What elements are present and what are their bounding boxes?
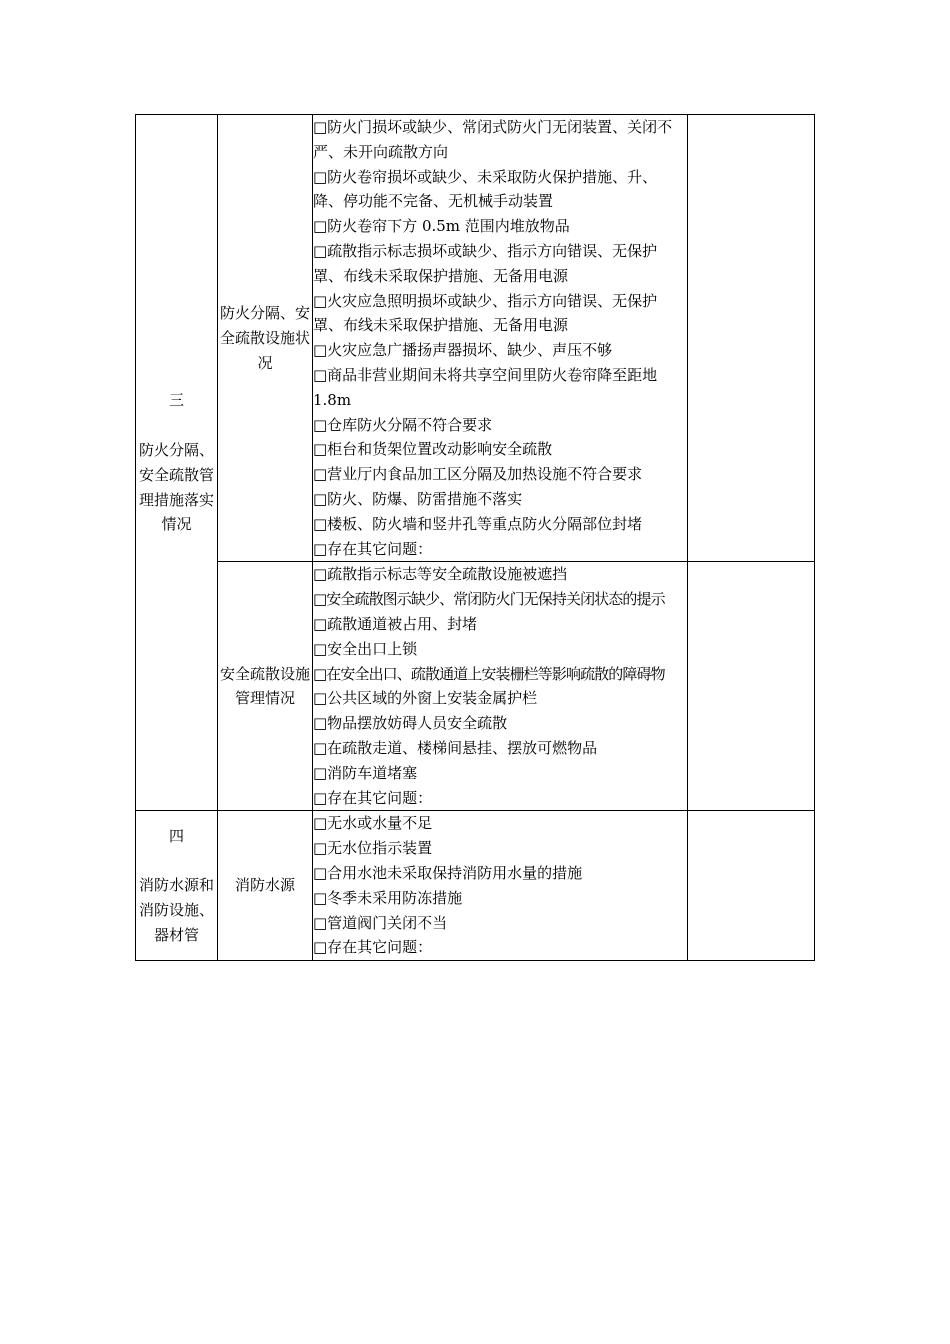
checklist-item: □冬季未采用防冻措施	[313, 888, 463, 907]
checklist-item: □楼板、防火墙和竖井孔等重点防火分隔部位封堵	[313, 514, 643, 533]
checklist-item: □防火卷帘下方 0.5m 范围内堆放物品	[313, 217, 570, 236]
group-subtitle: 安全疏散设施管理情况	[218, 562, 313, 811]
section-title: 防火分隔、安全疏散管理措施落实情况	[138, 440, 214, 534]
checklist-item: □安全出口上锁	[313, 639, 418, 658]
checklist-item: □疏散通道被占用、封堵	[313, 614, 478, 633]
group-subtitle: 消防水源	[218, 811, 313, 961]
checklist-item: □安全疏散图示缺少、常闭防火门无保持关闭状态的提示	[313, 590, 665, 609]
checklist-item: □无水位指示装置	[313, 839, 433, 858]
checklist-item: □消防车道堵塞	[313, 763, 418, 782]
checklist-item: □疏散指示标志损坏或缺少、指示方向错误、无保护罩、布线未采取保护措施、无备用电源	[313, 241, 658, 285]
checklist-item: □柜台和货架位置改动影响安全疏散	[313, 440, 553, 459]
section-number: 三	[168, 391, 184, 410]
section-cell	[136, 811, 218, 961]
section-number: 四	[168, 826, 184, 845]
checklist-item: □合用水池未采取保持消防用水量的措施	[313, 863, 583, 882]
table-row	[136, 115, 815, 562]
table-row	[136, 811, 815, 961]
group-subtitle: 防火分隔、安全疏散设施状况	[218, 115, 313, 562]
section-cell	[136, 115, 218, 811]
section-title: 消防水源和消防设施、器材管	[138, 876, 214, 944]
inspection-table	[135, 114, 815, 961]
checklist-item: □仓库防火分隔不符合要求	[313, 415, 493, 434]
checklist-item: □火灾应急广播扬声器损坏、缺少、声压不够	[313, 341, 613, 360]
checklist-cell	[313, 562, 688, 811]
checklist-item: □存在其它问题：	[313, 788, 433, 807]
checklist-item: □防火卷帘损坏或缺少、未采取防火保护措施、升、降、停功能不完备、无机械手动装置	[313, 167, 658, 211]
checklist-item: □存在其它问题：	[313, 539, 433, 558]
checklist-item: □商品非营业期间未将共享空间里防火卷帘降至距地 1.8m	[313, 365, 658, 409]
checklist-item: □疏散指示标志等安全疏散设施被遮挡	[313, 565, 568, 584]
checklist-item: □营业厅内食品加工区分隔及加热设施不符合要求	[313, 465, 643, 484]
checklist-item: □火灾应急照明损坏或缺少、指示方向错误、无保护罩、布线未采取保护措施、无备用电源	[313, 291, 658, 335]
remarks-cell	[688, 115, 815, 562]
table-row	[136, 562, 815, 811]
checklist-cell	[313, 811, 688, 961]
checklist-item: □无水或水量不足	[313, 814, 433, 833]
checklist-item: □存在其它问题：	[313, 938, 433, 957]
remarks-cell	[688, 562, 815, 811]
checklist-item: □防火、防爆、防雷措施不落实	[313, 489, 523, 508]
checklist-cell	[313, 115, 688, 562]
checklist-item: □在安全出口、疏散通道上安装栅栏等影响疏散的障碍物	[313, 664, 665, 683]
checklist-item: □物品摆放妨碍人员安全疏散	[313, 714, 508, 733]
checklist-item: □在疏散走道、楼梯间悬挂、摆放可燃物品	[313, 738, 598, 757]
checklist-item: □防火门损坏或缺少、常闭式防火门无闭装置、关闭不严、未开向疏散方向	[313, 118, 673, 161]
checklist-item: □公共区域的外窗上安装金属护栏	[313, 689, 538, 708]
remarks-cell	[688, 811, 815, 961]
checklist-item: □管道阀门关闭不当	[313, 913, 448, 932]
